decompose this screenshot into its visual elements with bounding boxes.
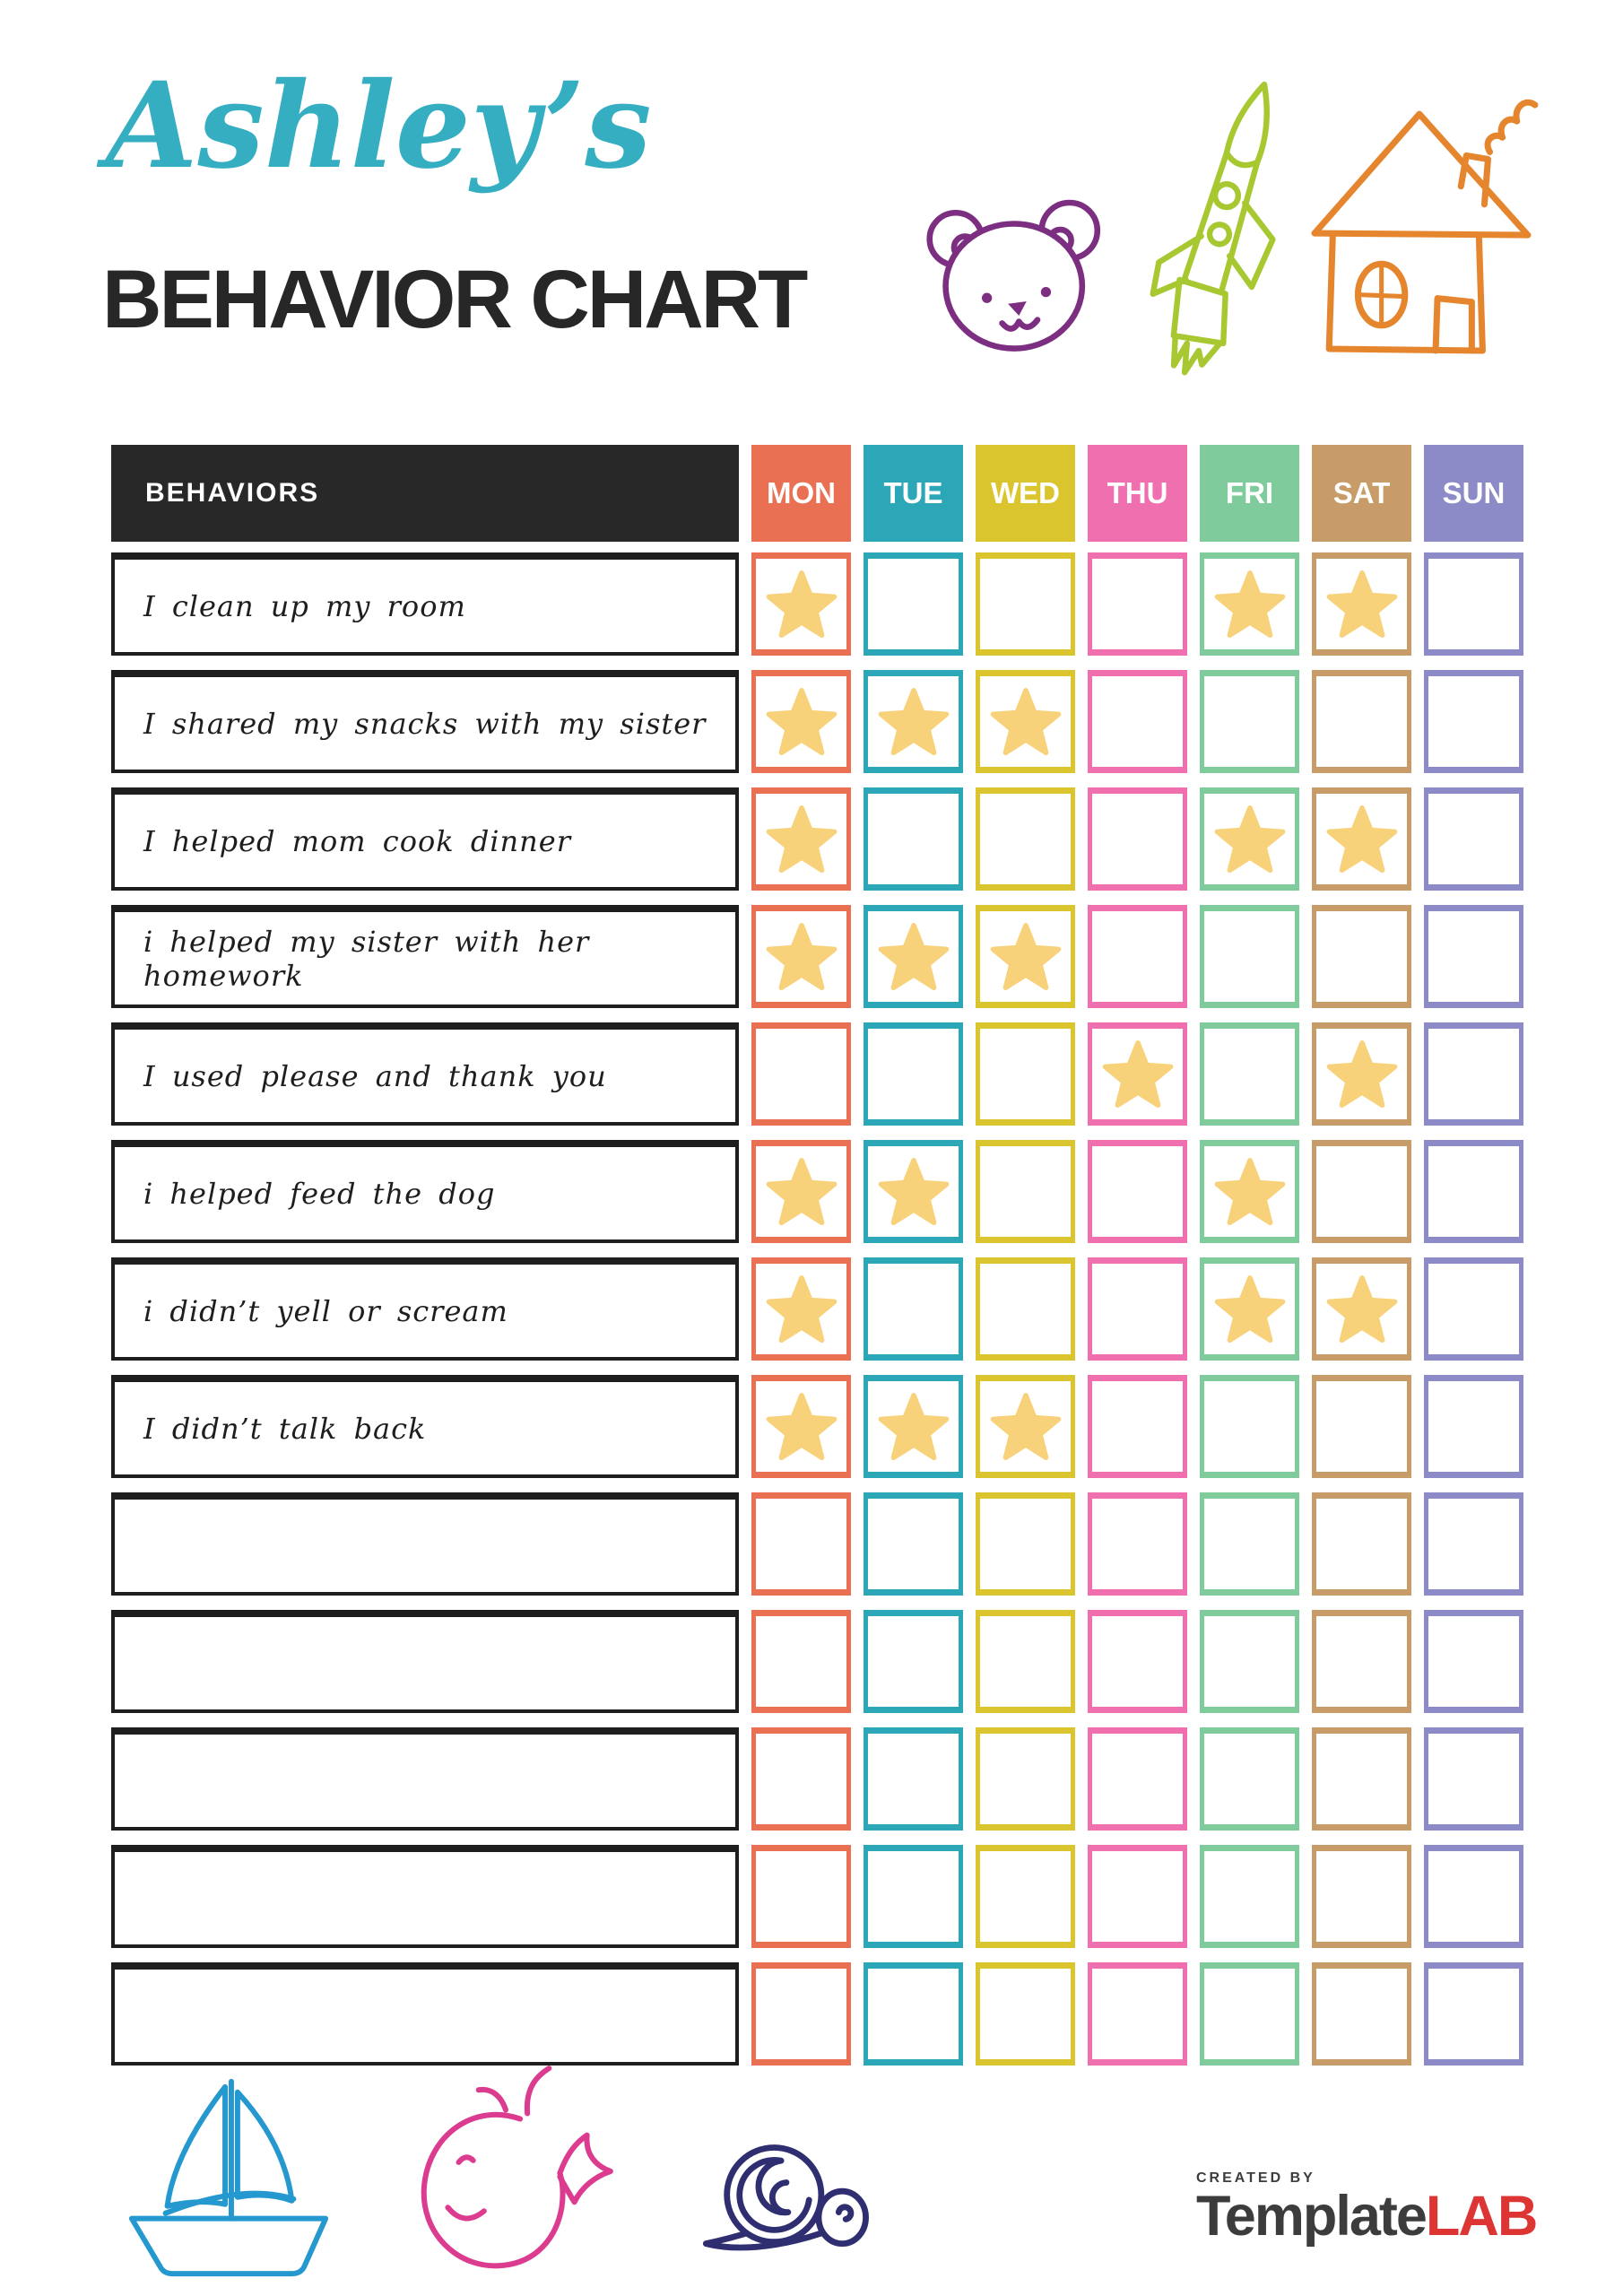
- star-icon: [766, 804, 838, 875]
- day-cell-sun[interactable]: [1424, 1610, 1523, 1713]
- behavior-cell[interactable]: [111, 1610, 739, 1713]
- behavior-cell[interactable]: i didn’t yell or scream: [111, 1257, 739, 1361]
- day-cell-mon[interactable]: [751, 905, 851, 1008]
- day-cell-fri[interactable]: [1200, 905, 1299, 1008]
- brand-lab: LAB: [1425, 2185, 1537, 2248]
- day-cell-thu[interactable]: [1088, 552, 1187, 656]
- page-title: BEHAVIOR CHART: [102, 254, 806, 345]
- day-cell-wed[interactable]: [976, 552, 1075, 656]
- day-cell-fri[interactable]: [1200, 1610, 1299, 1713]
- table-row: [111, 1845, 1523, 1948]
- day-cell-mon[interactable]: [751, 1022, 851, 1126]
- behavior-table: [111, 445, 1523, 2080]
- star-icon: [1214, 1156, 1286, 1228]
- table-header-row: [111, 445, 1523, 542]
- star-icon: [766, 569, 838, 640]
- day-cell-tue[interactable]: [864, 787, 963, 891]
- table-row: [111, 552, 1523, 656]
- sailboat-doodle-icon: [113, 2066, 344, 2288]
- day-cell-tue[interactable]: [864, 1610, 963, 1713]
- day-cell-thu[interactable]: [1088, 1845, 1187, 1948]
- day-cell-mon[interactable]: [751, 1257, 851, 1361]
- behavior-cell[interactable]: I clean up my room: [111, 552, 739, 656]
- day-cell-sun[interactable]: [1424, 552, 1523, 656]
- day-cell-sat[interactable]: [1312, 1257, 1411, 1361]
- day-cell-fri[interactable]: [1200, 552, 1299, 656]
- day-cell-sun[interactable]: [1424, 1140, 1523, 1243]
- day-cell-mon[interactable]: [751, 1962, 851, 2066]
- table-row: [111, 1140, 1523, 1243]
- behavior-cell[interactable]: i helped feed the dog: [111, 1140, 739, 1243]
- day-cell-wed[interactable]: [976, 1375, 1075, 1478]
- child-name-title: Ashley’s: [106, 57, 652, 196]
- star-icon: [1214, 804, 1286, 875]
- table-row: [111, 1962, 1523, 2066]
- day-cell-thu[interactable]: [1088, 1375, 1187, 1478]
- day-cell-fri[interactable]: [1200, 1375, 1299, 1478]
- day-cell-thu[interactable]: [1088, 905, 1187, 1008]
- day-cell-sun[interactable]: [1424, 905, 1523, 1008]
- day-cell-thu[interactable]: [1088, 1257, 1187, 1361]
- day-cell-mon[interactable]: [751, 1140, 851, 1243]
- day-cell-tue[interactable]: [864, 1140, 963, 1243]
- day-cell-fri[interactable]: [1200, 1845, 1299, 1948]
- day-cell-sun[interactable]: [1424, 1492, 1523, 1596]
- behavior-cell[interactable]: i helped my sister with her homework: [111, 905, 739, 1008]
- day-cell-sat[interactable]: [1312, 787, 1411, 891]
- day-cell-mon[interactable]: [751, 1610, 851, 1713]
- day-cell-sun[interactable]: [1424, 1257, 1523, 1361]
- day-cell-thu[interactable]: [1088, 1140, 1187, 1243]
- day-cell-wed[interactable]: [976, 787, 1075, 891]
- day-cell-thu[interactable]: [1088, 787, 1187, 891]
- day-cell-sun[interactable]: [1424, 1727, 1523, 1831]
- day-cell-mon[interactable]: [751, 552, 851, 656]
- snail-doodle-icon: [683, 2127, 884, 2269]
- star-icon: [1326, 1274, 1398, 1345]
- day-cell-wed[interactable]: [976, 1257, 1075, 1361]
- table-row: [111, 1492, 1523, 1596]
- day-cell-thu[interactable]: [1088, 1492, 1187, 1596]
- star-icon: [878, 921, 950, 993]
- day-cell-mon[interactable]: [751, 1727, 851, 1831]
- behavior-cell[interactable]: [111, 1492, 739, 1596]
- day-cell-sat[interactable]: [1312, 552, 1411, 656]
- day-cell-sun[interactable]: [1424, 787, 1523, 891]
- day-cell-thu[interactable]: [1088, 1610, 1187, 1713]
- bear-doodle-icon: [913, 188, 1121, 357]
- day-cell-tue[interactable]: [864, 1962, 963, 2066]
- star-icon: [990, 921, 1062, 993]
- day-cell-wed[interactable]: [976, 1022, 1075, 1126]
- day-cell-sun[interactable]: [1424, 1022, 1523, 1126]
- day-cell-wed[interactable]: [976, 1962, 1075, 2066]
- day-cell-sun[interactable]: [1424, 1845, 1523, 1948]
- star-icon: [878, 1156, 950, 1228]
- day-cell-tue[interactable]: [864, 1257, 963, 1361]
- day-cell-thu[interactable]: [1088, 1962, 1187, 2066]
- star-icon: [766, 921, 838, 993]
- star-icon: [878, 1391, 950, 1463]
- star-icon: [766, 1391, 838, 1463]
- day-cell-fri[interactable]: [1200, 1140, 1299, 1243]
- day-header-sat: SAT: [1312, 445, 1411, 542]
- behavior-cell[interactable]: [111, 1727, 739, 1831]
- day-cell-sat[interactable]: [1312, 1022, 1411, 1126]
- day-cell-mon[interactable]: [751, 670, 851, 773]
- day-cell-wed[interactable]: [976, 1492, 1075, 1596]
- day-cell-tue[interactable]: [864, 905, 963, 1008]
- whale-doodle-icon: [380, 2056, 638, 2291]
- star-icon: [1326, 1039, 1398, 1110]
- day-cell-tue[interactable]: [864, 670, 963, 773]
- table-row: [111, 1610, 1523, 1713]
- day-cell-sat[interactable]: [1312, 1962, 1411, 2066]
- day-cell-sat[interactable]: [1312, 670, 1411, 773]
- day-cell-sat[interactable]: [1312, 1610, 1411, 1713]
- day-header-fri: FRI: [1200, 445, 1299, 542]
- day-cell-thu[interactable]: [1088, 670, 1187, 773]
- day-header-wed: WED: [976, 445, 1075, 542]
- day-cell-mon[interactable]: [751, 1492, 851, 1596]
- star-icon: [1214, 1274, 1286, 1345]
- day-cell-sat[interactable]: [1312, 1375, 1411, 1478]
- table-row: [111, 787, 1523, 891]
- day-header-thu: THU: [1088, 445, 1187, 542]
- day-cell-fri[interactable]: [1200, 1727, 1299, 1831]
- day-header-tue: TUE: [864, 445, 963, 542]
- behavior-cell[interactable]: [111, 1845, 739, 1948]
- rocket-doodle-icon: [1116, 65, 1321, 404]
- behavior-cell[interactable]: I used please and thank you: [111, 1022, 739, 1126]
- table-body: [111, 552, 1523, 2066]
- day-cell-wed[interactable]: [976, 1140, 1075, 1243]
- day-cell-tue[interactable]: [864, 1845, 963, 1948]
- day-cell-mon[interactable]: [751, 787, 851, 891]
- star-icon: [766, 1156, 838, 1228]
- day-cell-tue[interactable]: [864, 1022, 963, 1126]
- day-cell-fri[interactable]: [1200, 670, 1299, 773]
- house-doodle-icon: [1302, 88, 1555, 361]
- day-cell-fri[interactable]: [1200, 787, 1299, 891]
- star-icon: [990, 686, 1062, 758]
- day-cell-wed[interactable]: [976, 905, 1075, 1008]
- star-icon: [766, 1274, 838, 1345]
- day-cell-wed[interactable]: [976, 1845, 1075, 1948]
- table-row: [111, 670, 1523, 773]
- day-cell-sun[interactable]: [1424, 670, 1523, 773]
- day-cell-wed[interactable]: [976, 670, 1075, 773]
- star-icon: [1326, 569, 1398, 640]
- day-cell-sat[interactable]: [1312, 1845, 1411, 1948]
- day-cell-sat[interactable]: [1312, 1492, 1411, 1596]
- behaviors-column-header: BEHAVIORS: [111, 445, 739, 542]
- day-cell-mon[interactable]: [751, 1845, 851, 1948]
- table-row: [111, 1375, 1523, 1478]
- table-row: [111, 1257, 1523, 1361]
- day-cell-thu[interactable]: [1088, 1727, 1187, 1831]
- behavior-cell[interactable]: I didn’t talk back: [111, 1375, 739, 1478]
- day-cell-fri[interactable]: [1200, 1257, 1299, 1361]
- star-icon: [1326, 804, 1398, 875]
- day-cell-tue[interactable]: [864, 1492, 963, 1596]
- day-cell-sat[interactable]: [1312, 905, 1411, 1008]
- star-icon: [990, 1391, 1062, 1463]
- day-cell-wed[interactable]: [976, 1727, 1075, 1831]
- star-icon: [878, 686, 950, 758]
- day-cell-sat[interactable]: [1312, 1727, 1411, 1831]
- star-icon: [766, 686, 838, 758]
- day-cell-tue[interactable]: [864, 1727, 963, 1831]
- day-header-mon: MON: [751, 445, 851, 542]
- star-icon: [1102, 1039, 1174, 1110]
- day-cell-mon[interactable]: [751, 1375, 851, 1478]
- day-cell-fri[interactable]: [1200, 1962, 1299, 2066]
- table-row: [111, 1022, 1523, 1126]
- created-by-label: CREATED BY: [1196, 2170, 1315, 2186]
- day-cell-tue[interactable]: [864, 552, 963, 656]
- day-cell-fri[interactable]: [1200, 1492, 1299, 1596]
- day-cell-fri[interactable]: [1200, 1022, 1299, 1126]
- day-cell-thu[interactable]: [1088, 1022, 1187, 1126]
- day-cell-tue[interactable]: [864, 1375, 963, 1478]
- table-row: [111, 1727, 1523, 1831]
- behavior-cell[interactable]: I helped mom cook dinner: [111, 787, 739, 891]
- templatelab-logo: [1196, 2170, 1536, 2246]
- day-cell-sun[interactable]: [1424, 1962, 1523, 2066]
- day-header-sun: SUN: [1424, 445, 1523, 542]
- table-row: [111, 905, 1523, 1008]
- brand-template: Template: [1196, 2185, 1426, 2248]
- star-icon: [1214, 569, 1286, 640]
- day-cell-sat[interactable]: [1312, 1140, 1411, 1243]
- day-cell-wed[interactable]: [976, 1610, 1075, 1713]
- behavior-cell[interactable]: [111, 1962, 739, 2066]
- behavior-cell[interactable]: I shared my snacks with my sister: [111, 670, 739, 773]
- day-cell-sun[interactable]: [1424, 1375, 1523, 1478]
- brand-wordmark: [1196, 2187, 1536, 2246]
